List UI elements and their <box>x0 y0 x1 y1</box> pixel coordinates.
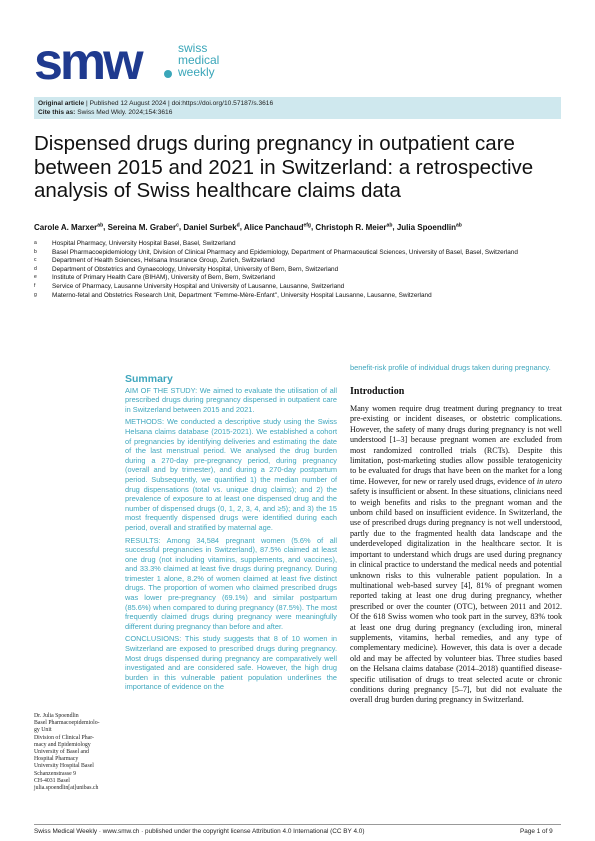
affiliations <box>34 240 574 300</box>
introduction-text: Many women require drug treatment during pregnancy to treat pre-existing or incident diseases, or obstetric complications. However, the safety of many drugs during pregnancy is not well understood [1–3] because pregnant women are excluded from most randomized controlled trials (RCTs). Despite this limitation, post-marketing studies allow possible teratogenicity to be evaluated for drugs that have been on the market for a long time. However, for new or rarely used drugs, evidence of in utero safety is insufficient or absent. In these situations, clinicians need to weigh benefits and risks to the pregnant woman and the unborn child based on insufficient evidence. In Switzerland, the use of prescribed drugs during pregnancy is not well understood, partly due to the fragmented health data landscape and the underdeveloped digitalization in the healthcare sector. It is important to understand which drugs are used during pregnancy in clinical practice to understand the medical needs and potential unknown risks to this vulnerable patient population. In a multinational web-based survey [4], 81% of pregnant women reported taking at least one drug during pregnancy, whether prescribed or over the counter (OTC), between 2011 and 2012. Of the 618 Swiss women who took part in the survey, 83% took at least one drug during pregnancy (excluding iron, mineral supplements, vitamins, herbal remedies, and any type of complementary medicine). However, this data is over a decade old and may be affected by volunteer bias. Three studies based on the Helsana claims database (2014–2018) quantified disease-specific utilisation of drugs to treat selected acute or chronic conditions during pregnancy [5–7], but did not evaluate the overall drug burden during pregnancy in Switzerland. <box>350 404 562 705</box>
footer-divider <box>34 824 561 825</box>
affiliation: f Service of Pharmacy, Lausanne University Hospital and University of Lausanne, Lausanne, Switzerland <box>34 282 345 290</box>
summary-results: RESULTS: Among 34,584 pregnant women (5.6% of all successful pregnancies in Switzerland), 87.5% claimed at least one drug (not including vitamins, supplements, and vaccines), and 33.3% claimed at least five drugs during pregnancy. During trimester 1 alone, 8.2% of women claimed at least five distinct drugs. The proportion of women who claimed prescribed drugs was lower pre-pregnancy (69.1%) and similar postpartum (85.6%) when compared to during pregnancy (87.5%). The most frequently claimed drugs during pregnancy were meaningfully different during pregnancy than before and after. <box>125 535 337 631</box>
logo-words <box>178 42 219 78</box>
author: Alice Panchaud$^{efg}$ <box>243 222 311 232</box>
author-list: Carole A. Marxer$^{ab}$, Sereina M. Graber$^c$, Daniel Surbek$^d$, Alice Panchaud$^{efg}$, Christoph R. Meier$^{ab}$, Julia Spoendlin$^{ab}$ <box>34 222 462 232</box>
logo-mark: smw <box>34 33 141 91</box>
author: Sereina M. Graber$^c$ <box>107 222 179 232</box>
footer-journal-info: Swiss Medical Weekly · www.smw.ch · published under the copyright license Attribution 4.0 International (CC BY 4.0) <box>34 828 365 835</box>
author: Christoph R. Meier$^{ab}$ <box>315 222 393 232</box>
correspondence-address: Dr. Julia Spoendlin Basel Pharmacoepidemiolo- gy Unit Division of Clinical Phar- macy and Epidemiology University of Basel and Hospital Pharmacy University Hospital Basel Schanzenstrasse 9 CH-4031 Basel julia.spoendlin[at]unibas.ch <box>34 713 119 792</box>
page-number: Page 1 of 9 <box>520 828 553 835</box>
introduction-heading: Introduction <box>350 385 405 397</box>
citation-text: Swiss Med Wkly. 2024;154:3616 <box>75 109 173 116</box>
logo-word: medical <box>178 53 220 67</box>
author: Carole A. Marxer$^{ab}$ <box>34 222 104 232</box>
correspondence-email[interactable]: julia.spoendlin[at]unibas.ch <box>34 785 99 792</box>
citation-line <box>38 108 557 117</box>
author: Julia Spoendlin$^{ab}$ <box>396 222 462 232</box>
affiliation: d Department of Obstetrics and Gynaecology, University Hospital, University of Bern, Bern, Switzerland <box>34 265 339 273</box>
summary-section <box>125 375 337 695</box>
summary-aim: AIM OF THE STUDY: We aimed to evaluate the utilisation of all prescribed drugs during pregnancy dispensed in outpatient care in Switzerland between 2015 and 2021. <box>125 385 337 414</box>
article-type: Original article <box>38 100 85 107</box>
publication-line <box>38 99 557 108</box>
author: Daniel Surbek$^d$ <box>183 222 240 232</box>
logo-word: swiss <box>178 41 208 55</box>
affiliation: c Department of Health Sciences, Helsana Insurance Group, Zurich, Switzerland <box>34 257 275 265</box>
summary-methods: METHODS: We conducted a descriptive study using the Swiss Helsana claims database (2015-2021). We established a cohort of pregnancies by identifying deliveries and estimating the date of the last menstrual period. We analysed the drug burden during a 270-day pre-pregnancy period, during pregnancy (overall and by trimester), and during a 270-day postpartum period. Subsequently, we quantified 1) the median number of drug dispensations (total vs. unique drug claims); and 2) the prevalence of exposure to at least one dispensed drug and the number of dispensed drugs (0, 1, 2, 3, 4, and ≥5); and 3) the 15 most frequently dispensed drugs were identified during each period, overall and stratified by maternal age. <box>125 417 337 532</box>
publication-details: | Published 12 August 2024 | doi:https://doi.org/10.57187/s.3616 <box>84 100 274 107</box>
affiliation: b Basel Pharmacoepidemiology Unit, Division of Clinical Pharmacy and Epidemiology, Department of Pharmaceutical Sciences, University of Basel, Basel, Switzerland <box>34 248 518 256</box>
article-title: Dispensed drugs during pregnancy in outpatient care between 2015 and 2021 in Switzerland: a retrospective analysis of Swiss healthcare claims data <box>34 132 534 202</box>
affiliation: g Materno-fetal and Obstetrics Research Unit, Department "Femme-Mère-Enfant", University Hospital Lausanne, Lausanne, Switzerland <box>34 291 432 299</box>
right-column <box>350 363 562 706</box>
summary-heading: Summary <box>125 373 173 385</box>
citation-label: Cite this as: <box>38 109 76 116</box>
article-info-banner <box>34 97 561 119</box>
affiliation: a Hospital Pharmacy, University Hospital Basel, Basel, Switzerland <box>34 240 236 247</box>
summary-continuation: benefit-risk profile of individual drugs taken during pregnancy. <box>350 363 551 372</box>
logo-dot-icon <box>164 70 172 78</box>
summary-conclusions: CONCLUSIONS: This study suggests that 8 of 10 women in Switzerland are exposed to prescribed drugs during pregnancy. Most drugs dispensed during pregnancy are comparatively well investigated and are considered safe. However, the high drug burden in this vulnerable patient population underlines the importance of evidence on the <box>125 634 337 692</box>
affiliation: e Institute of Primary Health Care (BIHAM), University of Bern, Bern, Switzerland <box>34 274 276 282</box>
logo-word: weekly <box>178 65 215 79</box>
